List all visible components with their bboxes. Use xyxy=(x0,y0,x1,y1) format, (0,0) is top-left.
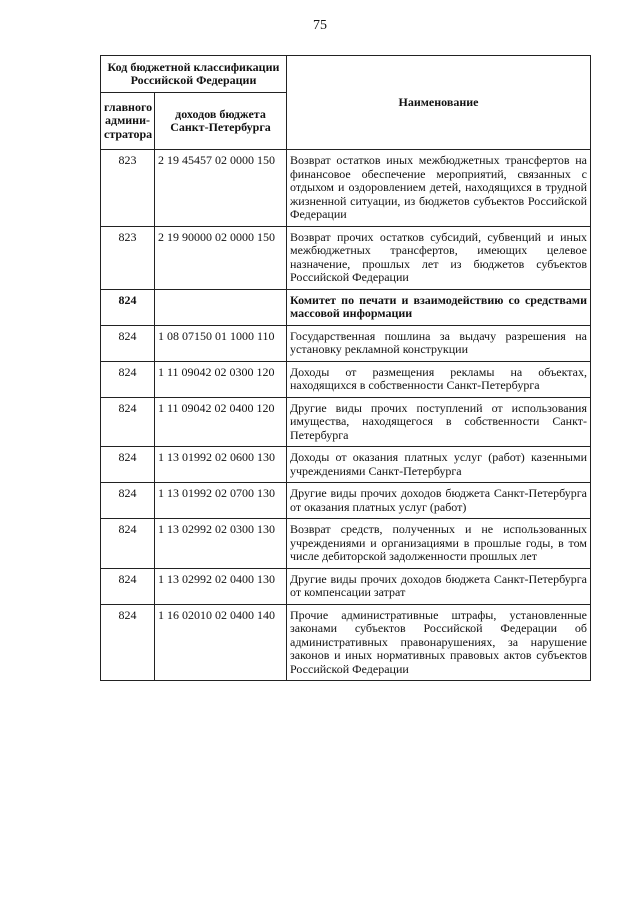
table-body xyxy=(101,150,591,681)
code-cell: 1 13 02992 02 0400 130 xyxy=(155,568,287,604)
name-cell: Комитет по печати и взаимодействию со средствами массовой информации xyxy=(287,289,591,325)
admin-cell: 824 xyxy=(101,361,155,397)
name-cell: Другие виды прочих поступлений от использования имущества, находящегося в собственности Санкт-Петербурга xyxy=(287,397,591,447)
header-code-group: Код бюджетной классификации Российской Федерации xyxy=(101,56,287,93)
code-cell: 2 19 45457 02 0000 150 xyxy=(155,150,287,227)
admin-cell: 824 xyxy=(101,483,155,519)
table-row xyxy=(101,568,591,604)
code-cell: 1 08 07150 01 1000 110 xyxy=(155,325,287,361)
table-row xyxy=(101,604,591,681)
name-cell: Доходы от оказания платных услуг (работ) казенными учреждениями Санкт-Петербурга xyxy=(287,447,591,483)
code-cell xyxy=(155,289,287,325)
name-cell: Прочие административные штрафы, установленные законами субъектов Российской Федерации об административных правонарушениях, за нарушение законов и иных нормативных правовых актов субъектов Российской Федерации xyxy=(287,604,591,681)
admin-cell: 824 xyxy=(101,325,155,361)
table-row xyxy=(101,483,591,519)
name-cell: Государственная пошлина за выдачу разрешения на установку рекламной конструкции xyxy=(287,325,591,361)
code-cell: 2 19 90000 02 0000 150 xyxy=(155,226,287,289)
table-row xyxy=(101,447,591,483)
admin-cell: 824 xyxy=(101,568,155,604)
admin-cell: 824 xyxy=(101,397,155,447)
table-row xyxy=(101,150,591,227)
table-row xyxy=(101,519,591,569)
admin-cell: 823 xyxy=(101,150,155,227)
code-cell: 1 11 09042 02 0400 120 xyxy=(155,397,287,447)
table-header xyxy=(101,56,591,150)
table-row xyxy=(101,361,591,397)
table-row xyxy=(101,397,591,447)
admin-cell: 824 xyxy=(101,447,155,483)
name-cell: Доходы от размещения рекламы на объектах, находящихся в собственности Санкт-Петербурга xyxy=(287,361,591,397)
name-cell: Другие виды прочих доходов бюджета Санкт-Петербурга от компенсации затрат xyxy=(287,568,591,604)
code-cell: 1 13 01992 02 0600 130 xyxy=(155,447,287,483)
name-cell: Другие виды прочих доходов бюджета Санкт-Петербурга от оказания платных услуг (работ) xyxy=(287,483,591,519)
code-cell: 1 13 01992 02 0700 130 xyxy=(155,483,287,519)
name-cell: Возврат прочих остатков субсидий, субвенций и иных межбюджетных трансфертов, имеющих целевое назначение, прошлых лет из бюджетов субъектов Российской Федерации xyxy=(287,226,591,289)
name-cell: Возврат средств, полученных и не использованных учреждениями и организациями в прошлые годы, в том числе дебиторской задолженности прошлых лет xyxy=(287,519,591,569)
header-name: Наименование xyxy=(287,56,591,150)
admin-cell: 824 xyxy=(101,519,155,569)
budget-classification-table xyxy=(100,55,591,681)
header-admin: главного админи-стратора xyxy=(101,93,155,150)
table-row xyxy=(101,325,591,361)
admin-cell: 824 xyxy=(101,289,155,325)
page-number: 75 xyxy=(313,18,327,33)
admin-cell: 824 xyxy=(101,604,155,681)
code-cell: 1 16 02010 02 0400 140 xyxy=(155,604,287,681)
header-income: доходов бюджета Санкт-Петербурга xyxy=(155,93,287,150)
name-cell: Возврат остатков иных межбюджетных трансфертов на финансовое обеспечение мероприятий, связанных с отдыхом и оздоровлением детей, находящихся в трудной жизненной ситуации, из бюджетов субъектов Российской Федерации xyxy=(287,150,591,227)
table-row xyxy=(101,226,591,289)
admin-cell: 823 xyxy=(101,226,155,289)
table-row xyxy=(101,289,591,325)
code-cell: 1 13 02992 02 0300 130 xyxy=(155,519,287,569)
code-cell: 1 11 09042 02 0300 120 xyxy=(155,361,287,397)
